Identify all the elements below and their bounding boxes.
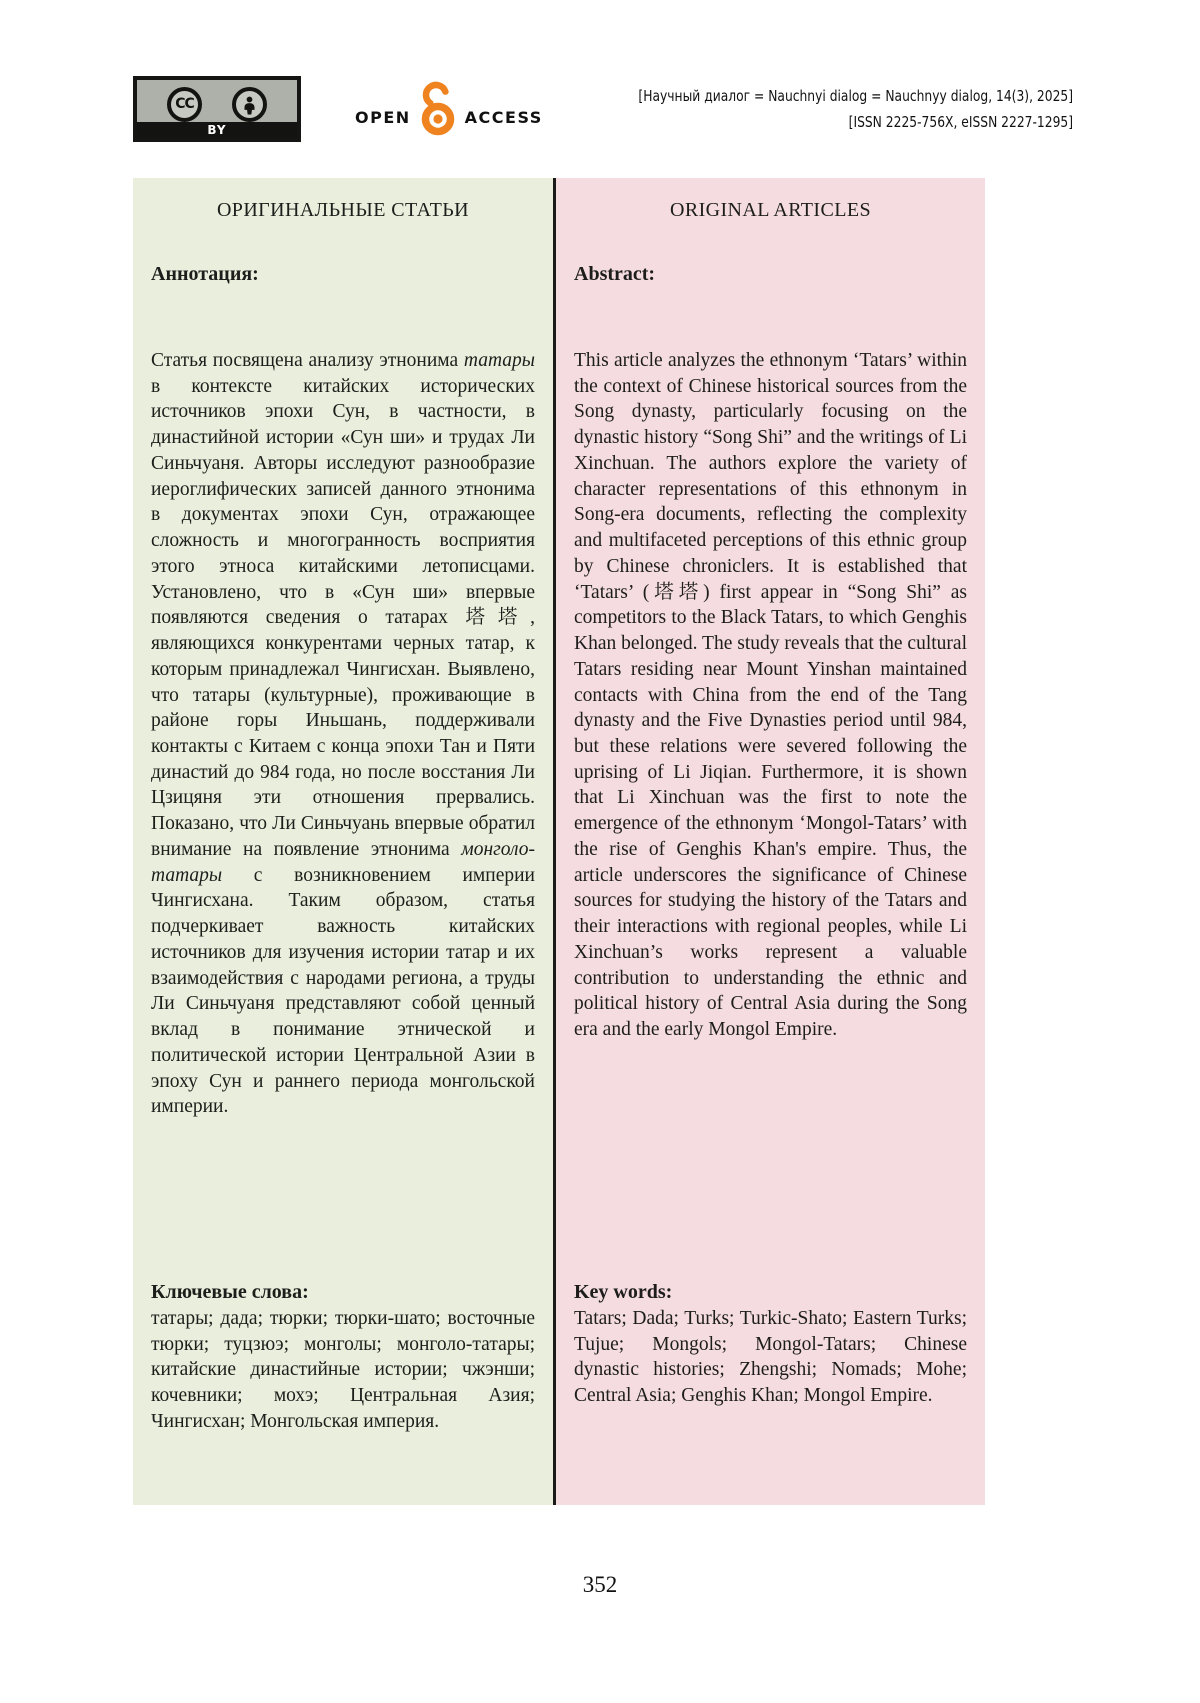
open-access-access-label: ACCESS xyxy=(464,108,543,127)
en-keywords-text: Tatars; Dada; Turks; Turkic-Shato; Eastern Turks; Tujue; Mongols; Mongol-Tatars; Chinese dynastic histories; Zhengshi; Nomads; Mohe; Central Asia; Genghis Khan; Mongol Empire. xyxy=(574,1308,967,1407)
ru-keywords-label: Ключевые слова: xyxy=(151,1281,309,1303)
cc-badge-circles xyxy=(137,80,297,127)
en-keywords-label: Key words: xyxy=(574,1281,673,1303)
en-abstract-label: Abstract: xyxy=(574,263,656,285)
english-column xyxy=(556,178,985,1505)
cc-by-license-badge xyxy=(133,76,301,142)
cc-by-label: BY xyxy=(137,122,297,138)
abstract-two-column-box xyxy=(133,178,985,1505)
ru-section-title: ОРИГИНАЛЬНЫЕ СТАТЬИ xyxy=(216,199,470,221)
page-number: 352 xyxy=(582,1572,618,1597)
ru-abstract-text: Статья посвящена анализу этнонима татары в контексте китайских исторических источников эпохи Сун, в частности, в династийной истории «Сун ши» и трудах Ли Синьчуаня. Авторы исследуют разнообразие иероглифических записей данного этнонима в документах эпохи Сун, отражающее сложность и многогранность восприятия этого этноса китайскими летописцами. Установлено, что в «Сун ши» впервые появляются сведения о татарах 塔塔, являющихся конкурентами черных татар, к которым принадлежал Чингисхан. Выявлено, что татары (культурные), проживающие в районе горы Иньшань, поддерживали контакты с Китаем с конца эпохи Тан и Пяти династий до 984 года, но после восстания Ли Цзицяня эти отношения прервались. Показано, что Ли Синьчуань впервые обратил внимание на появление этнонима монголо-татары с возникновением империи Чингисхана. Таким образом, статья подчеркивает важность китайских источников для изучения истории татар и их взаимодействия с народами региона, а труды Ли Синьчуаня представляют собой ценный вклад в понимание этнической и политической истории Центральной Азии в эпоху Сун и раннего периода монгольской империи. xyxy=(151,350,535,1118)
attribution-person-icon xyxy=(232,87,267,122)
ru-keywords-text: татары; дада; тюрки; тюрки-шато; восточные тюрки; туцзюэ; монголы; монголо-татары; китайские династийные истории; чжэнши; кочевники; мохэ; Центральная Азия; Чингисхан; Монгольская империя. xyxy=(151,1308,535,1432)
license-badges xyxy=(133,76,543,142)
cc-icon xyxy=(167,87,202,122)
page-header xyxy=(133,76,1073,142)
journal-citation xyxy=(638,83,1073,135)
journal-title-line: [Научный диалог = Nauchnyi dialog = Nauchnyy dialog, 14(3), 2025] xyxy=(638,87,1073,105)
open-lock-icon xyxy=(417,80,459,138)
cc-icon-label: CC xyxy=(175,96,194,112)
en-keywords-block xyxy=(574,1281,967,1409)
en-section-title: ORIGINAL ARTICLES xyxy=(670,199,871,221)
open-access-logo xyxy=(355,80,543,138)
ru-abstract-label: Аннотация: xyxy=(151,263,259,285)
journal-issn-line: [ISSN 2225-756X, eISSN 2227-1295] xyxy=(848,113,1073,131)
open-access-open-label: OPEN xyxy=(355,108,411,127)
ru-keywords-block xyxy=(151,1281,535,1435)
en-abstract-text: This article analyzes the ethnonym ‘Tatars’ within the context of Chinese historical sources from the Song dynasty, particularly focusing on the dynastic history “Song Shi” and the writings of Li Xinchuan. The authors explore the variety of character representations of this ethnonym in Song-era documents, reflecting the complexity and multifaceted perceptions of this ethnic group by Chinese chroniclers. It is established that ‘Tatars’ (塔塔) first appear in “Song Shi” as competitors to the Black Tatars, to which Genghis Khan belonged. The study reveals that the cultural Tatars residing near Mount Yinshan maintained contacts with China from the end of the Tang dynasty and the Five Dynasties period until 984, but these relations were severed following the uprising of Li Jiqian. Furthermore, it is shown that Li Xinchuan was the first to note the emergence of the ethnonym ‘Mongol-Tatars’ with the rise of Genghis Khan's empire. Thus, the article underscores the significance of Chinese sources for studying the history of the Tatars and their interactions with regional peoples, while Li Xinchuan’s works represent a valuable contribution to understanding the ethnic and political history of Central Asia during the Song era and the early Mongol Empire. xyxy=(574,350,967,1041)
russian-column xyxy=(133,178,553,1505)
